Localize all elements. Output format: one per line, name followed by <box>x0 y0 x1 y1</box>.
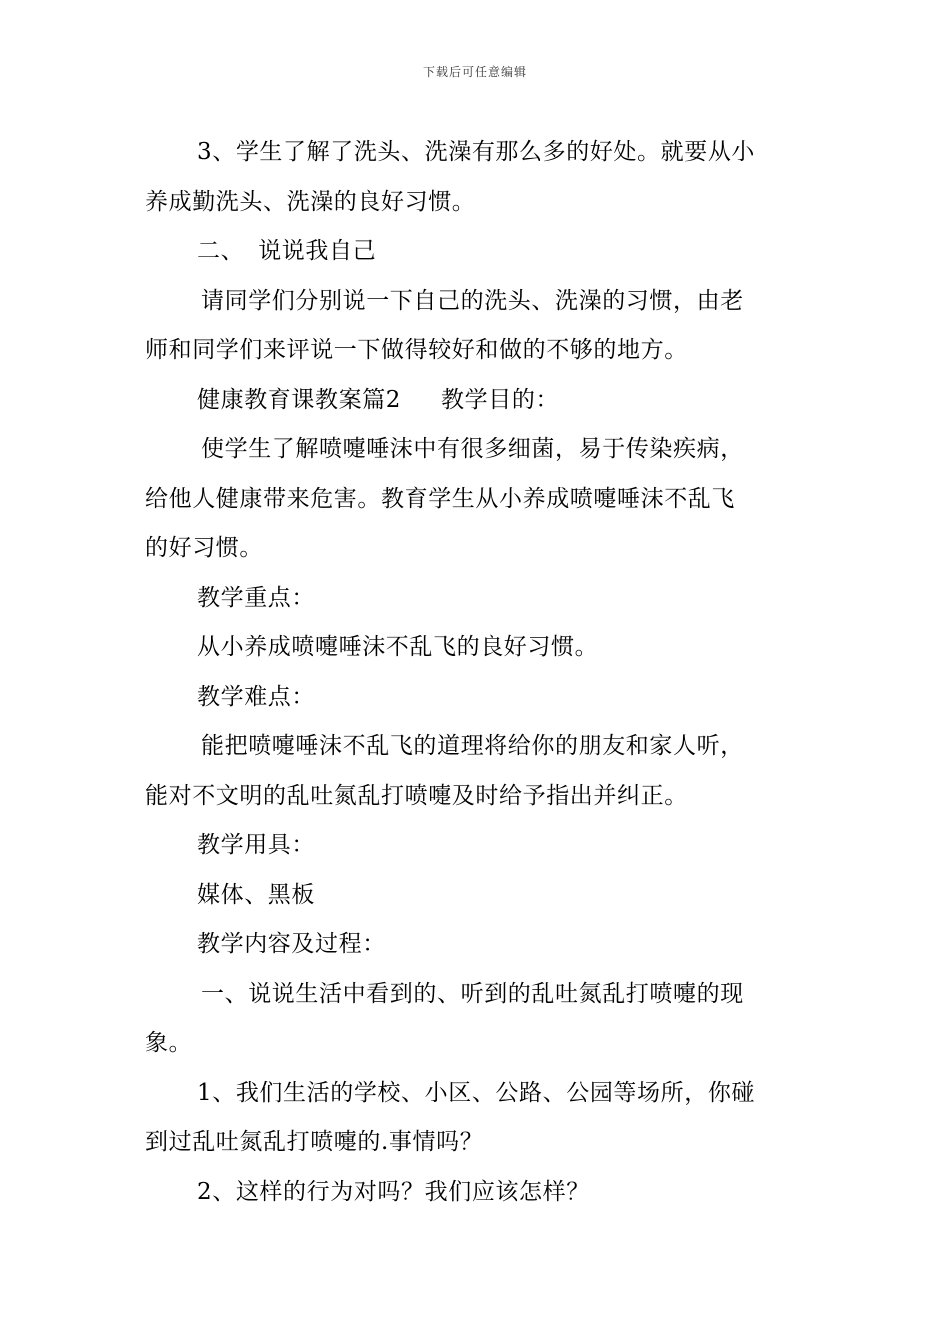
paragraph-line: 象。 <box>145 1030 193 1056</box>
lesson-title: 健康教育课教案篇2 <box>197 386 402 413</box>
label-line: 教学重点： <box>197 584 315 611</box>
label-line: 教学难点： <box>197 683 315 710</box>
paragraph-line: 一、说说生活中看到的、听到的乱吐氮乱打喷嚏的现 <box>201 980 744 1007</box>
label-line: 教学内容及过程： <box>197 931 386 957</box>
section-heading <box>145 227 810 277</box>
paragraph-line: 从小养成喷嚏唾沫不乱飞的良好习惯。 <box>197 634 599 660</box>
paragraph-line: 2、这样的行为对吗？我们应该怎样？ <box>197 1178 590 1205</box>
section-number: 二、 <box>197 238 245 264</box>
paragraph-line: 养成勤洗头、洗澡的良好习惯。 <box>145 188 476 215</box>
paragraph-line: 1、我们生活的学校、小区、公路、公园等场所，你碰 <box>197 1079 756 1106</box>
paragraph-line: 给他人健康带来危害。教育学生从小养成喷嚏唾沫不乱飞 <box>145 485 735 512</box>
paragraph-line: 的好习惯。 <box>145 535 263 561</box>
paragraph-line: 请同学们分别说一下自己的洗头、洗澡的习惯，由老 <box>201 287 744 314</box>
page-header: 下载后可任意编辑 <box>422 65 527 79</box>
paragraph-line: 能对不文明的乱吐氮乱打喷嚏及时给予指出并纠正。 <box>145 782 688 809</box>
paragraph-line: 3、学生了解了洗头、洗澡有那么多的好处。就要从小 <box>197 139 756 165</box>
paragraph-line: 能把喷嚏唾沫不乱飞的道理将给你的朋友和家人听， <box>201 733 744 759</box>
paragraph-line: 使学生了解喷嚏唾沫中有很多细菌，易于传染疾病， <box>201 436 744 462</box>
document-body <box>145 128 810 1217</box>
section-title: 说说我自己 <box>258 238 377 264</box>
objective-label: 教学目的： <box>441 386 560 413</box>
paragraph-line: 师和同学们来评说一下做得较好和做的不够的地方。 <box>145 337 688 363</box>
lesson-title-line <box>145 376 810 426</box>
paragraph-line: 媒体、黑板 <box>197 881 315 908</box>
label-line: 教学用具： <box>197 832 315 858</box>
paragraph-line: 到过乱吐氮乱打喷嚏的.事情吗？ <box>145 1129 484 1155</box>
